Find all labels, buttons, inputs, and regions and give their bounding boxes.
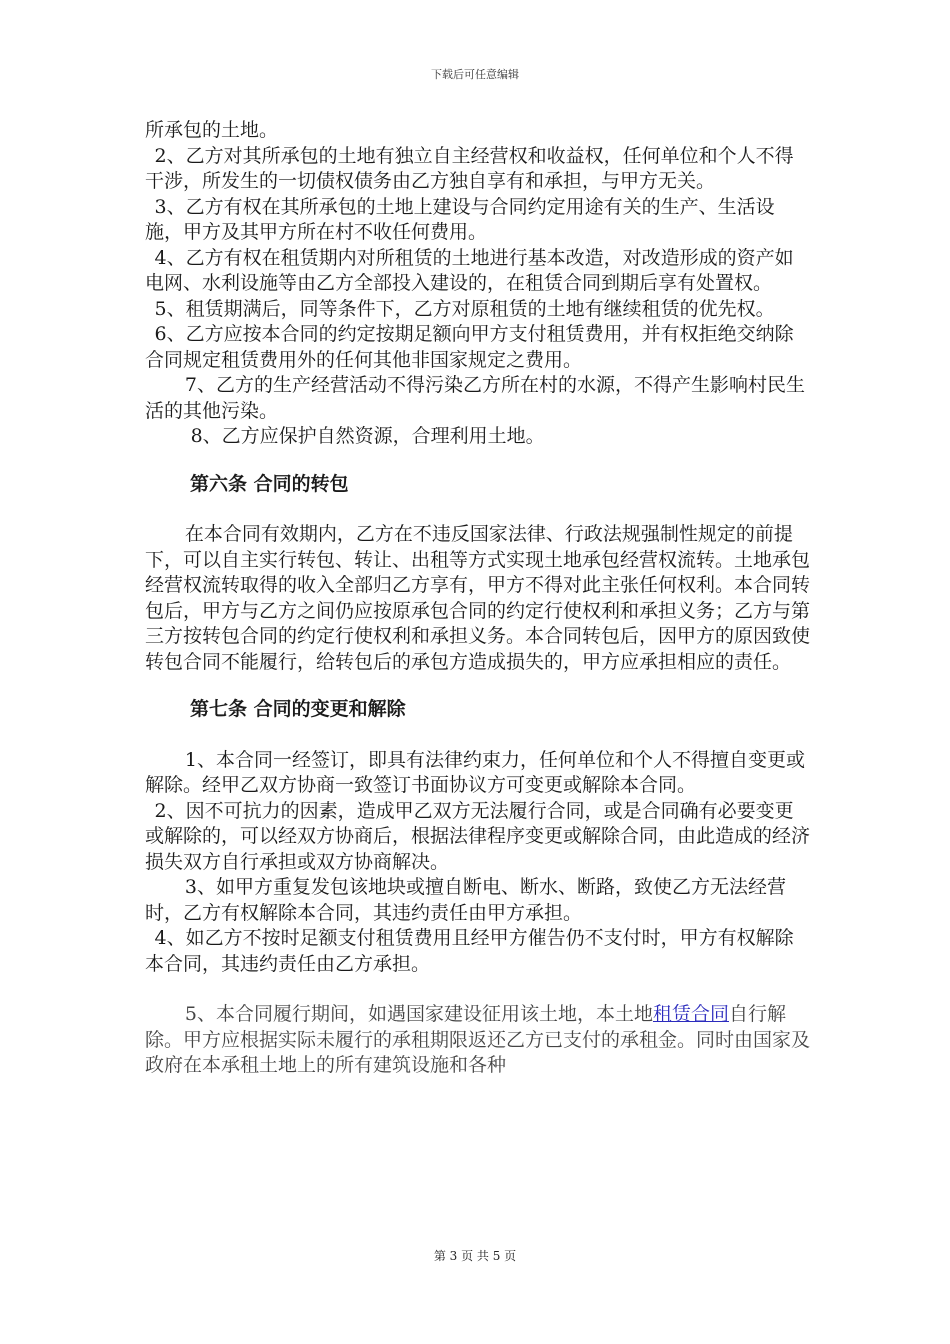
section-7-item-1: 1、本合同一经签订，即具有法律约束力，任何单位和个人不得擅自变更或解除。经甲乙双方协商一致签订书面协议方可变更或解除本合同。 — [145, 748, 805, 796]
page-footer: 第 3 页 共 5 页 — [433, 1249, 517, 1263]
clause-4: 4、乙方有权在租赁期内对所租赁的土地进行基本改造，对改造形成的资产如电网、水利设施等由乙方全部投入建设的，在租赁合同到期后享有处置权。 — [145, 246, 794, 294]
clause-5: 5、租赁期满后，同等条件下，乙方对原租赁的土地有继续租赁的优先权。 — [154, 297, 775, 320]
section-7-item-4: 4、如乙方不按时足额支付租赁费用且经甲方催告仍不支付时，甲方有权解除本合同，其违约责任由乙方承担。 — [145, 927, 794, 975]
clause-3: 3、乙方有权在其所承包的土地上建设与合同约定用途有关的生产、生活设施，甲方及其甲方所在村不收任何费用。 — [145, 195, 775, 243]
section-6-body: 在本合同有效期内，乙方在不违反国家法律、行政法规强制性规定的前提下，可以自主实行转包、转让、出租等方式实现土地承包经营权流转。土地承包经营权流转取得的收入全部归乙方享有，甲方不得对此主张任何权利。本合同转包后，甲方与乙方之间仍应按原承包合同的约定行使权利和承担义务；乙方与第三方按转包合同的约定行使权利和承担义务。本合同转包后，因甲方的原因致使转包合同不能履行，给转包后的承包方造成损失的，甲方应承担相应的责任。 — [145, 523, 811, 673]
clause-2: 2、乙方对其所承包的土地有独立自主经营权和收益权，任何单位和个人不得干涉，所发生的一切债权债务由乙方独自享有和承担，与甲方无关。 — [145, 144, 794, 192]
item-5-text-post: 自行解除。甲方应根据实际未履行的承租期限返还乙方已支付的承租金。同时由国家及政府在本承租土地上的所有建筑设施和各种 — [145, 1003, 811, 1076]
clause-6: 6、乙方应按本合同的约定按期足额向甲方支付租赁费用，并有权拒绝交纳除合同规定租赁费用外的任何其他非国家规定之费用。 — [145, 323, 794, 371]
document-body — [145, 118, 810, 1079]
lease-contract-link[interactable]: 租赁合同 — [652, 1003, 729, 1025]
item-5-text-pre: 5、本合同履行期间，如遇国家建设征用该土地，本土地 — [184, 1003, 653, 1025]
section-7-item-3: 3、如甲方重复发包该地块或擅自断电、断水、断路，致使乙方无法经营时，乙方有权解除本合同，其违约责任由甲方承担。 — [145, 876, 786, 924]
page-header: 下载后可任意编辑 — [431, 68, 519, 81]
paragraph-continuation: 所承包的土地。 — [145, 119, 279, 141]
clause-8: 8、乙方应保护自然资源，合理利用土地。 — [190, 425, 545, 447]
section-7-item-2: 2、因不可抗力的因素，造成甲乙双方无法履行合同，或是合同确有必要变更或解除的，可以经双方协商后，根据法律程序变更或解除合同，由此造成的经济损失双方自行承担或双方协商解决。 — [145, 799, 811, 873]
clause-7: 7、乙方的生产经营活动不得污染乙方所在村的水源，不得产生影响村民生活的其他污染。 — [145, 374, 805, 422]
section-7-heading: 第七条 合同的变更和解除 — [190, 698, 406, 720]
section-7-item-5 — [145, 1002, 810, 1079]
section-6-heading: 第六条 合同的转包 — [190, 472, 349, 495]
